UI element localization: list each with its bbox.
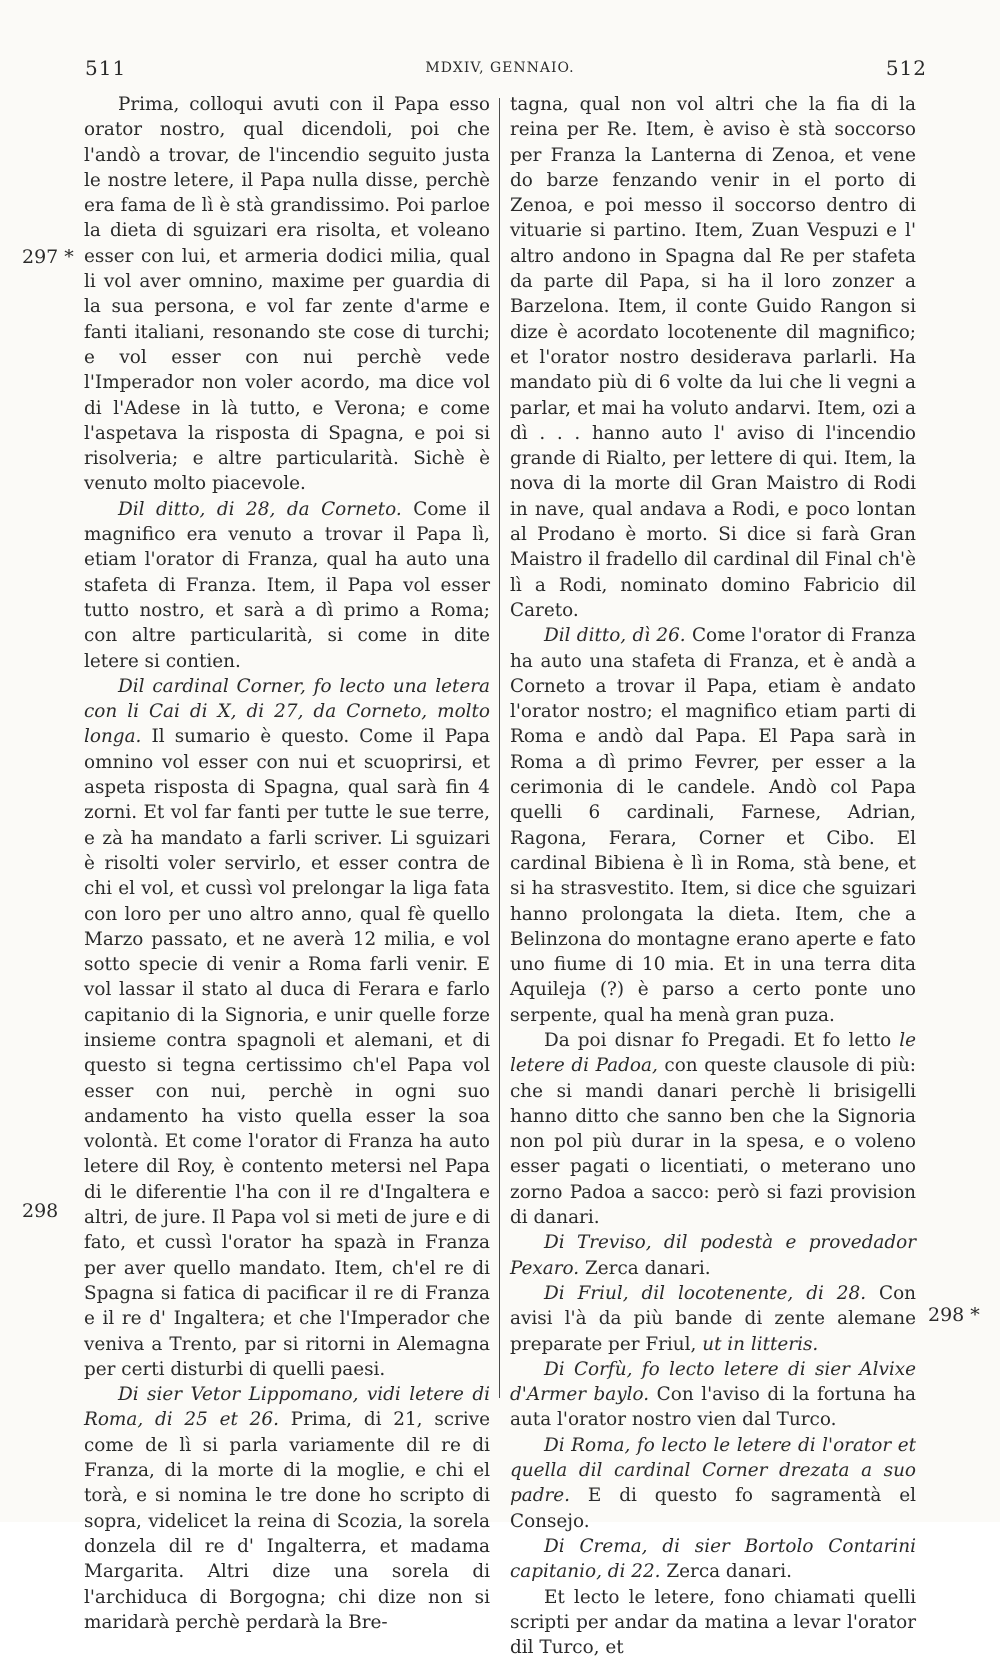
paragraph-heading: Dil cardinal Corner, fo lecto una letera con li Cai di X, di 27, da Corneto, molto longa. bbox=[84, 675, 490, 748]
paragraph bbox=[510, 1281, 916, 1357]
paragraph-body: con queste clausole di più: che si mandi danari perchè li brisigelli hanno ditto che sanno ben che la Signoria non pol più durar in la spesa, e o voleno esser pagati o licentiati, o meterano uno zorno Padoa a sacco: però si fazi provision di danari. bbox=[510, 1055, 916, 1229]
paragraph-heading: Di Corfù, fo lecto letere di sier Alvixe d'Armer baylo. bbox=[510, 1358, 916, 1406]
paragraph bbox=[510, 1028, 916, 1230]
paragraph bbox=[510, 1433, 916, 1534]
left-column bbox=[84, 92, 490, 1635]
paragraph bbox=[510, 1357, 916, 1433]
paragraph-heading: Di Friul, dil locotenente, di 28. bbox=[544, 1282, 867, 1304]
paragraph-heading: Dil ditto, dì 26. bbox=[544, 625, 686, 647]
paragraph-body: Zerca danari. bbox=[579, 1257, 711, 1279]
paragraph: Prima, colloqui avuti con il Papa esso orator nostro, qual dicendoli, poi che l'andò a trovar, de l'incendio seguito justa le nostre letere, il Papa nulla disse, perchè era fama de lì è stà grandissimo. Poi parloe la dieta di sguizari era risolta, et voleano esser con lui, et armeria dodici milia, qual li vol aver omnino, maxime per guardia di la sua persona, e vol far zente d'arme e fanti italiani, resonando ste cose di turchi; e vol esser con nui perchè vede l'Imperador non voler acordo, ma dice vol di l'Adese in là tutto, e Verona; e come l'aspetava la risposta di Spagna, e poi si risolveria; e altre particularità. Sichè è venuto molto piacevole. bbox=[84, 94, 490, 495]
paragraph-heading: Di Crema, di sier Bortolo Contarini capitanio, di 22. bbox=[510, 1535, 916, 1583]
paragraph bbox=[84, 497, 490, 674]
page-number-right: 512 bbox=[885, 56, 927, 80]
margin-note-298-right: 298 * bbox=[928, 1304, 980, 1326]
paragraph-body: Con avisi l'à da più bande di zente alemane preparate per Friul, bbox=[510, 1282, 916, 1355]
margin-note-298-left: 298 bbox=[22, 1200, 59, 1222]
page-number-left: 511 bbox=[85, 56, 127, 80]
paragraph-body: Zerca danari. bbox=[660, 1561, 792, 1583]
paragraph-body: Con l'aviso di la fortuna ha auta l'orator nostro vien dal Turco. bbox=[510, 1384, 916, 1431]
paragraph-emphasis: le letere di Padoa, bbox=[510, 1029, 916, 1077]
paragraph-heading: Di sier Vetor Lippomano, vidi letere di Roma, di 25 et 26. bbox=[84, 1384, 490, 1431]
page-header bbox=[0, 56, 1000, 82]
paragraph-emphasis: ut in litteris. bbox=[702, 1333, 819, 1355]
paragraph bbox=[510, 1230, 916, 1281]
column-divider bbox=[499, 98, 500, 1398]
paragraph bbox=[510, 1534, 916, 1585]
paragraph: tagna, qual non vol altri che la fia di la reina per Re. Item, è aviso è stà soccorso per Franza la Lanterna di Zenoa, et vene do barze fenzando venir in el porto di Zenoa, e poi messo il soccorso dentro di vituarie si partino. Item, Zuan Vespuzi e l' altro andono in Spagna dal Re per stafeta da parte dil Papa, si ha il loro zonzer a Barzelona. Item, il conte Guido Rangon si dize è acordato locotenente dil magnifico; et l'orator nostro desiderava parlarli. Ha mandato più di 6 volte da lui che li vegni a parlar, et mai ha voluto andarvi. Item, ozi a dì . . . hanno auto l' aviso di l'incendio grande di Rialto, per lettere di qui. Item, la nova di la morte dil Gran Maistro di Rodi in nave, qual andava a Rodi, e poco lontan al Prodano è morto. Si dice si farà Gran Maistro il fradello dil cardinal dil Final ch'è lì a Rodi, nominato domino Fabricio dil Careto. bbox=[510, 94, 916, 621]
paragraph bbox=[84, 674, 490, 1382]
paragraph-heading: Dil ditto, di 28, da Corneto. bbox=[118, 498, 402, 520]
paragraph-heading: Di Roma, fo lecto le letere di l'orator et quella dil cardinal Corner drezata a suo padre. bbox=[510, 1434, 916, 1507]
paragraph-body: Il sumario è questo. Come il Papa omnino vol esser con nui et scuoprirsi, et aspeta risposta di Spagna, qual sarà fin 4 zorni. Et vol far fanti per tutte le sue terre, e zà ha mandato a farli scriver. Li sguizari è risolti voler servirlo, et esser contra de chi el vol, et cussì vol prelongar la liga fata con loro per uno altro anno, qual fè quello Marzo passato, et ne averà 12 milia, e vol sotto specie di venir a Roma farli venir. E vol lassar il stato al duca di Ferara e farlo capitanio di la Signoria, e unir quelle forze insieme contra spagnoli et alemani, et di questo si tegna certissimo ch'el Papa vol esser con nui, perchè in ogni suo andamento ha visto quella esser la soa volontà. Et come l'orator di Franza ha auto letere dil Roy, è contento metersi nel Papa di le diferentie l'ha con il re d'Ingaltera e altri, de jure. Il Papa vol si meti de jure e di fato, et cussì l'orator ha spazà in Franza per aver quello mandato. Item, ch'el re di Spagna si fatica di pacificar il re di Franza e il re d' Ingaltera; et che l'Imperador che veniva a Trento, par si ritorni in Alemagna per certi disturbi di quelli paesi. bbox=[84, 726, 490, 1380]
right-column bbox=[510, 92, 916, 1660]
margin-note-297: 297 * bbox=[22, 246, 74, 268]
paragraph-body: Come il magnifico era venuto a trovar il Papa lì, etiam l'orator di Franza, qual ha auto una stafeta di Franza. Item, il Papa vol esser tutto nostro, et sarà a dì primo a Roma; con altre particularità, si come in dite letere si contien. bbox=[84, 498, 490, 672]
paragraph bbox=[84, 1382, 490, 1635]
running-title: MDXIV, GENNAIO. bbox=[425, 60, 575, 76]
paragraph-heading: Di Treviso, dil podestà e provedador Pexaro. bbox=[510, 1232, 916, 1279]
paragraph-body: Prima, di 21, scrive come de lì si parla variamente dil re di Franza, di la morte di la moglie, e chi el torà, e si nomina le tre done ho scripto di sopra, videlicet la reina di Scozia, la sorela donzela dil re d' Ingalterra, et madama Margarita. Altri dize una sorela di l'archiduca di Borgogna; chi dize non si maridarà perchè perdarà la Bre- bbox=[84, 1409, 490, 1633]
paragraph bbox=[510, 623, 916, 1028]
paragraph-body: E di questo fo sagramentà el Consejo. bbox=[510, 1485, 916, 1532]
paragraph-body: Come l'orator di Franza ha auto una stafeta di Franza, et è andà a Corneto a trovar il Papa, etiam è andato l'orator nostro; el magnifico etiam parti di Roma e andò dal Papa. El Papa sarà in Roma a dì primo Fevrer, per esser a la cerimonia di le candele. Andò col Papa quelli 6 cardinali, Farnese, Adrian, Ragona, Ferara, Corner et Cibo. El cardinal Bibiena è lì in Roma, stà bene, et si ha strasvestito. Item, si dice che sguizari hanno prolongata la dieta. Item, che a Belinzona do montagne erano aperte e fato uno fiume di 10 mia. Et in una terra dita Aquileja (?) è parso a certo ponte uno serpente, qual ha menà gran puza. bbox=[510, 625, 916, 1026]
paragraph: Et lecto le letere, fono chiamati quelli scripti per andar da matina a levar l'orator dil Turco, et bbox=[510, 1586, 916, 1659]
paragraph-body: Da poi disnar fo Pregadi. Et fo letto bbox=[544, 1029, 900, 1051]
